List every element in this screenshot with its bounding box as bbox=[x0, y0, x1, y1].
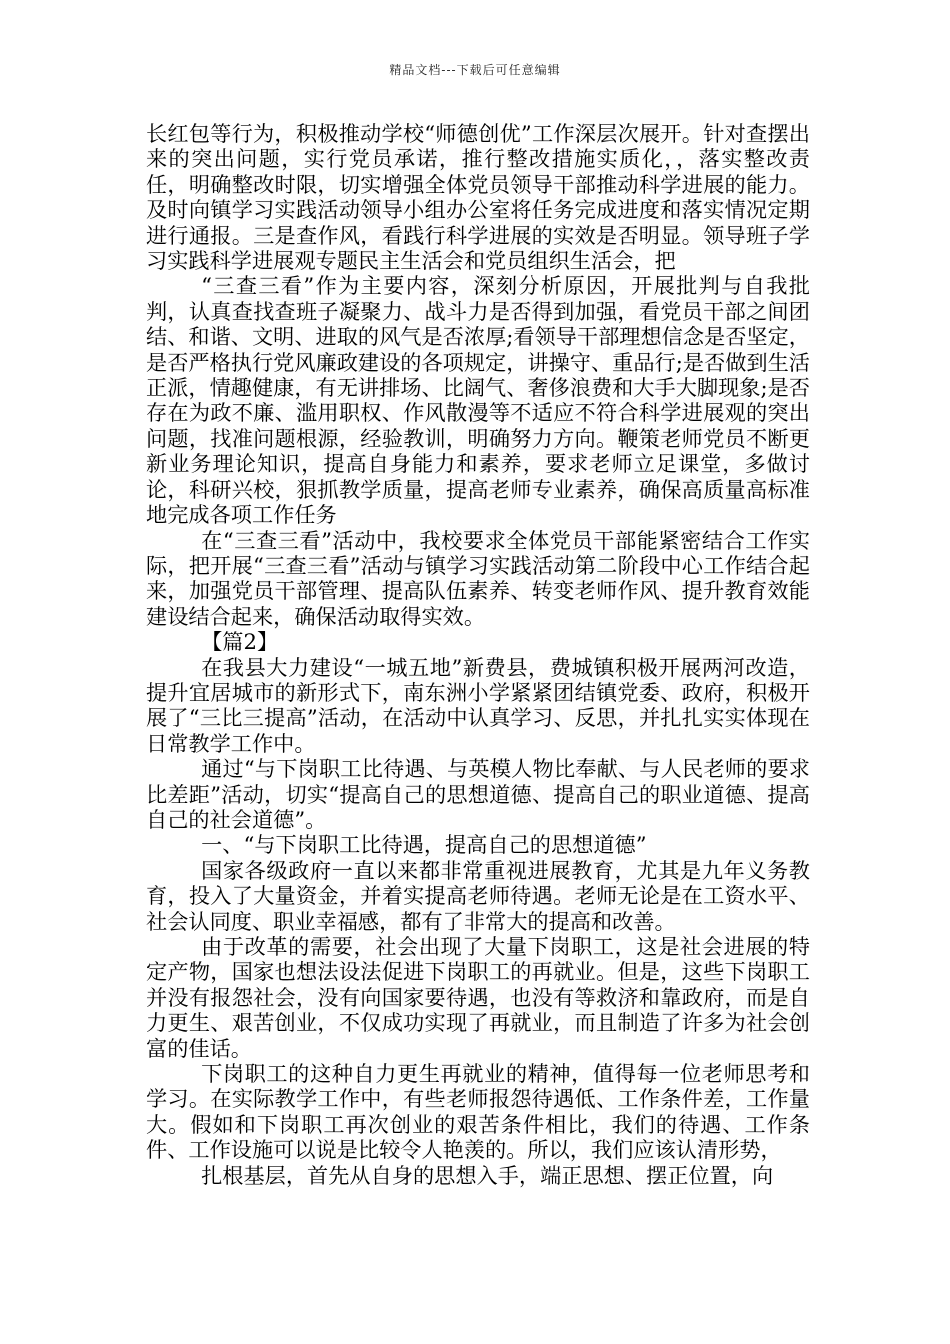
paragraph: 在我县大力建设“一城五地”新费县，费城镇积极开展两河改造，提升宜居城市的新形式下，南东洲小学紧紧团结镇党委、政府，积极开展了“三比三提高”活动，在活动中认真学习、反思，并扎扎实实体现在日常教学工作中。 bbox=[146, 654, 810, 756]
paragraph: 国家各级政府一直以来都非常重视进展教育，尤其是九年义务教育，投入了大量资金，并着实提高老师待遇。老师无论是在工资水平、社会认同度、职业幸福感，都有了非常大的提高和改善。 bbox=[146, 857, 810, 934]
paragraph: 在“三查三看”活动中，我校要求全体党员干部能紧密结合工作实际，把开展“三查三看”活动与镇学习实践活动第二阶段中心工作结合起来，加强党员干部管理、提高队伍素养、转变老师作风、提升教育效能建设结合起来，确保活动取得实效。 bbox=[146, 527, 810, 629]
paragraph: “三查三看”作为主要内容，深刻分析原因，开展批判与自我批判，认真查找查班子凝聚力、战斗力是否得到加强，看党员干部之间团结、和谐、文明、进取的风气是否浓厚;看领导干部理想信念是否坚定，是否严格执行党风廉政建设的各项规定，讲操守、重品行;是否做到生活正派，情趣健康，有无讲排场、比阔气、奢侈浪费和大手大脚现象;是否存在为政不廉、滥用职权、作风散漫等不适应不符合科学进展观的突出问题，找准问题根源，经验教训，明确努力方向。鞭策老师党员不断更新业务理论知识，提高自身能力和素养，要求老师立足课堂，多做讨论，科研兴校，狠抓教学质量，提高老师专业素养，确保高质量高标准地完成各项工作任务 bbox=[146, 273, 810, 528]
page-header: 精品文档---下载后可任意编辑 bbox=[389, 63, 561, 77]
section-heading: 【篇2】 bbox=[201, 629, 279, 655]
paragraph: 长红包等行为，积极推动学校“师德创优”工作深层次展开。针对查摆出来的突出问题，实行党员承诺，推行整改措施实质化，，落实整改责任，明确整改时限，切实增强全体党员领导干部推动科学进展的能力。及时向镇学习实践活动领导小组办公室将任务完成进度和落实情况定期进行通报。三是查作风，看践行科学进展的实效是否明显。领导班子学习实践科学进展观专题民主生活会和党员组织生活会，把 bbox=[146, 121, 810, 274]
paragraph: 扎根基层，首先从自身的思想入手，端正思想、摆正位置，向 bbox=[201, 1162, 774, 1188]
paragraph: 由于改革的需要，社会出现了大量下岗职工，这是社会进展的特定产物，国家也想法设法促进下岗职工的再就业。但是，这些下岗职工并没有报怨社会，没有向国家要待遇，也没有等救济和靠政府，而是自力更生、艰苦创业，不仅成功实现了再就业，而且制造了许多为社会创富的佳话。 bbox=[146, 934, 810, 1061]
paragraph: 下岗职工的这种自力更生再就业的精神，值得每一位老师思考和学习。在实际教学工作中，有些老师报怨待遇低、工作条件差，工作量大。假如和下岗职工再次创业的艰苦条件相比，我们的待遇、工作条件、工作设施可以说是比较令人艳羡的。所以，我们应该认清形势， bbox=[146, 1061, 810, 1163]
paragraph: 通过“与下岗职工比待遇、与英模人物比奉献、与人民老师的要求比差距”活动，切实“提高自己的思想道德、提高自己的职业道德、提高自己的社会道德”。 bbox=[146, 756, 810, 832]
subsection-heading: 一、“与下岗职工比待遇，提高自己的思想道德” bbox=[201, 832, 647, 858]
document-body bbox=[146, 121, 810, 1188]
